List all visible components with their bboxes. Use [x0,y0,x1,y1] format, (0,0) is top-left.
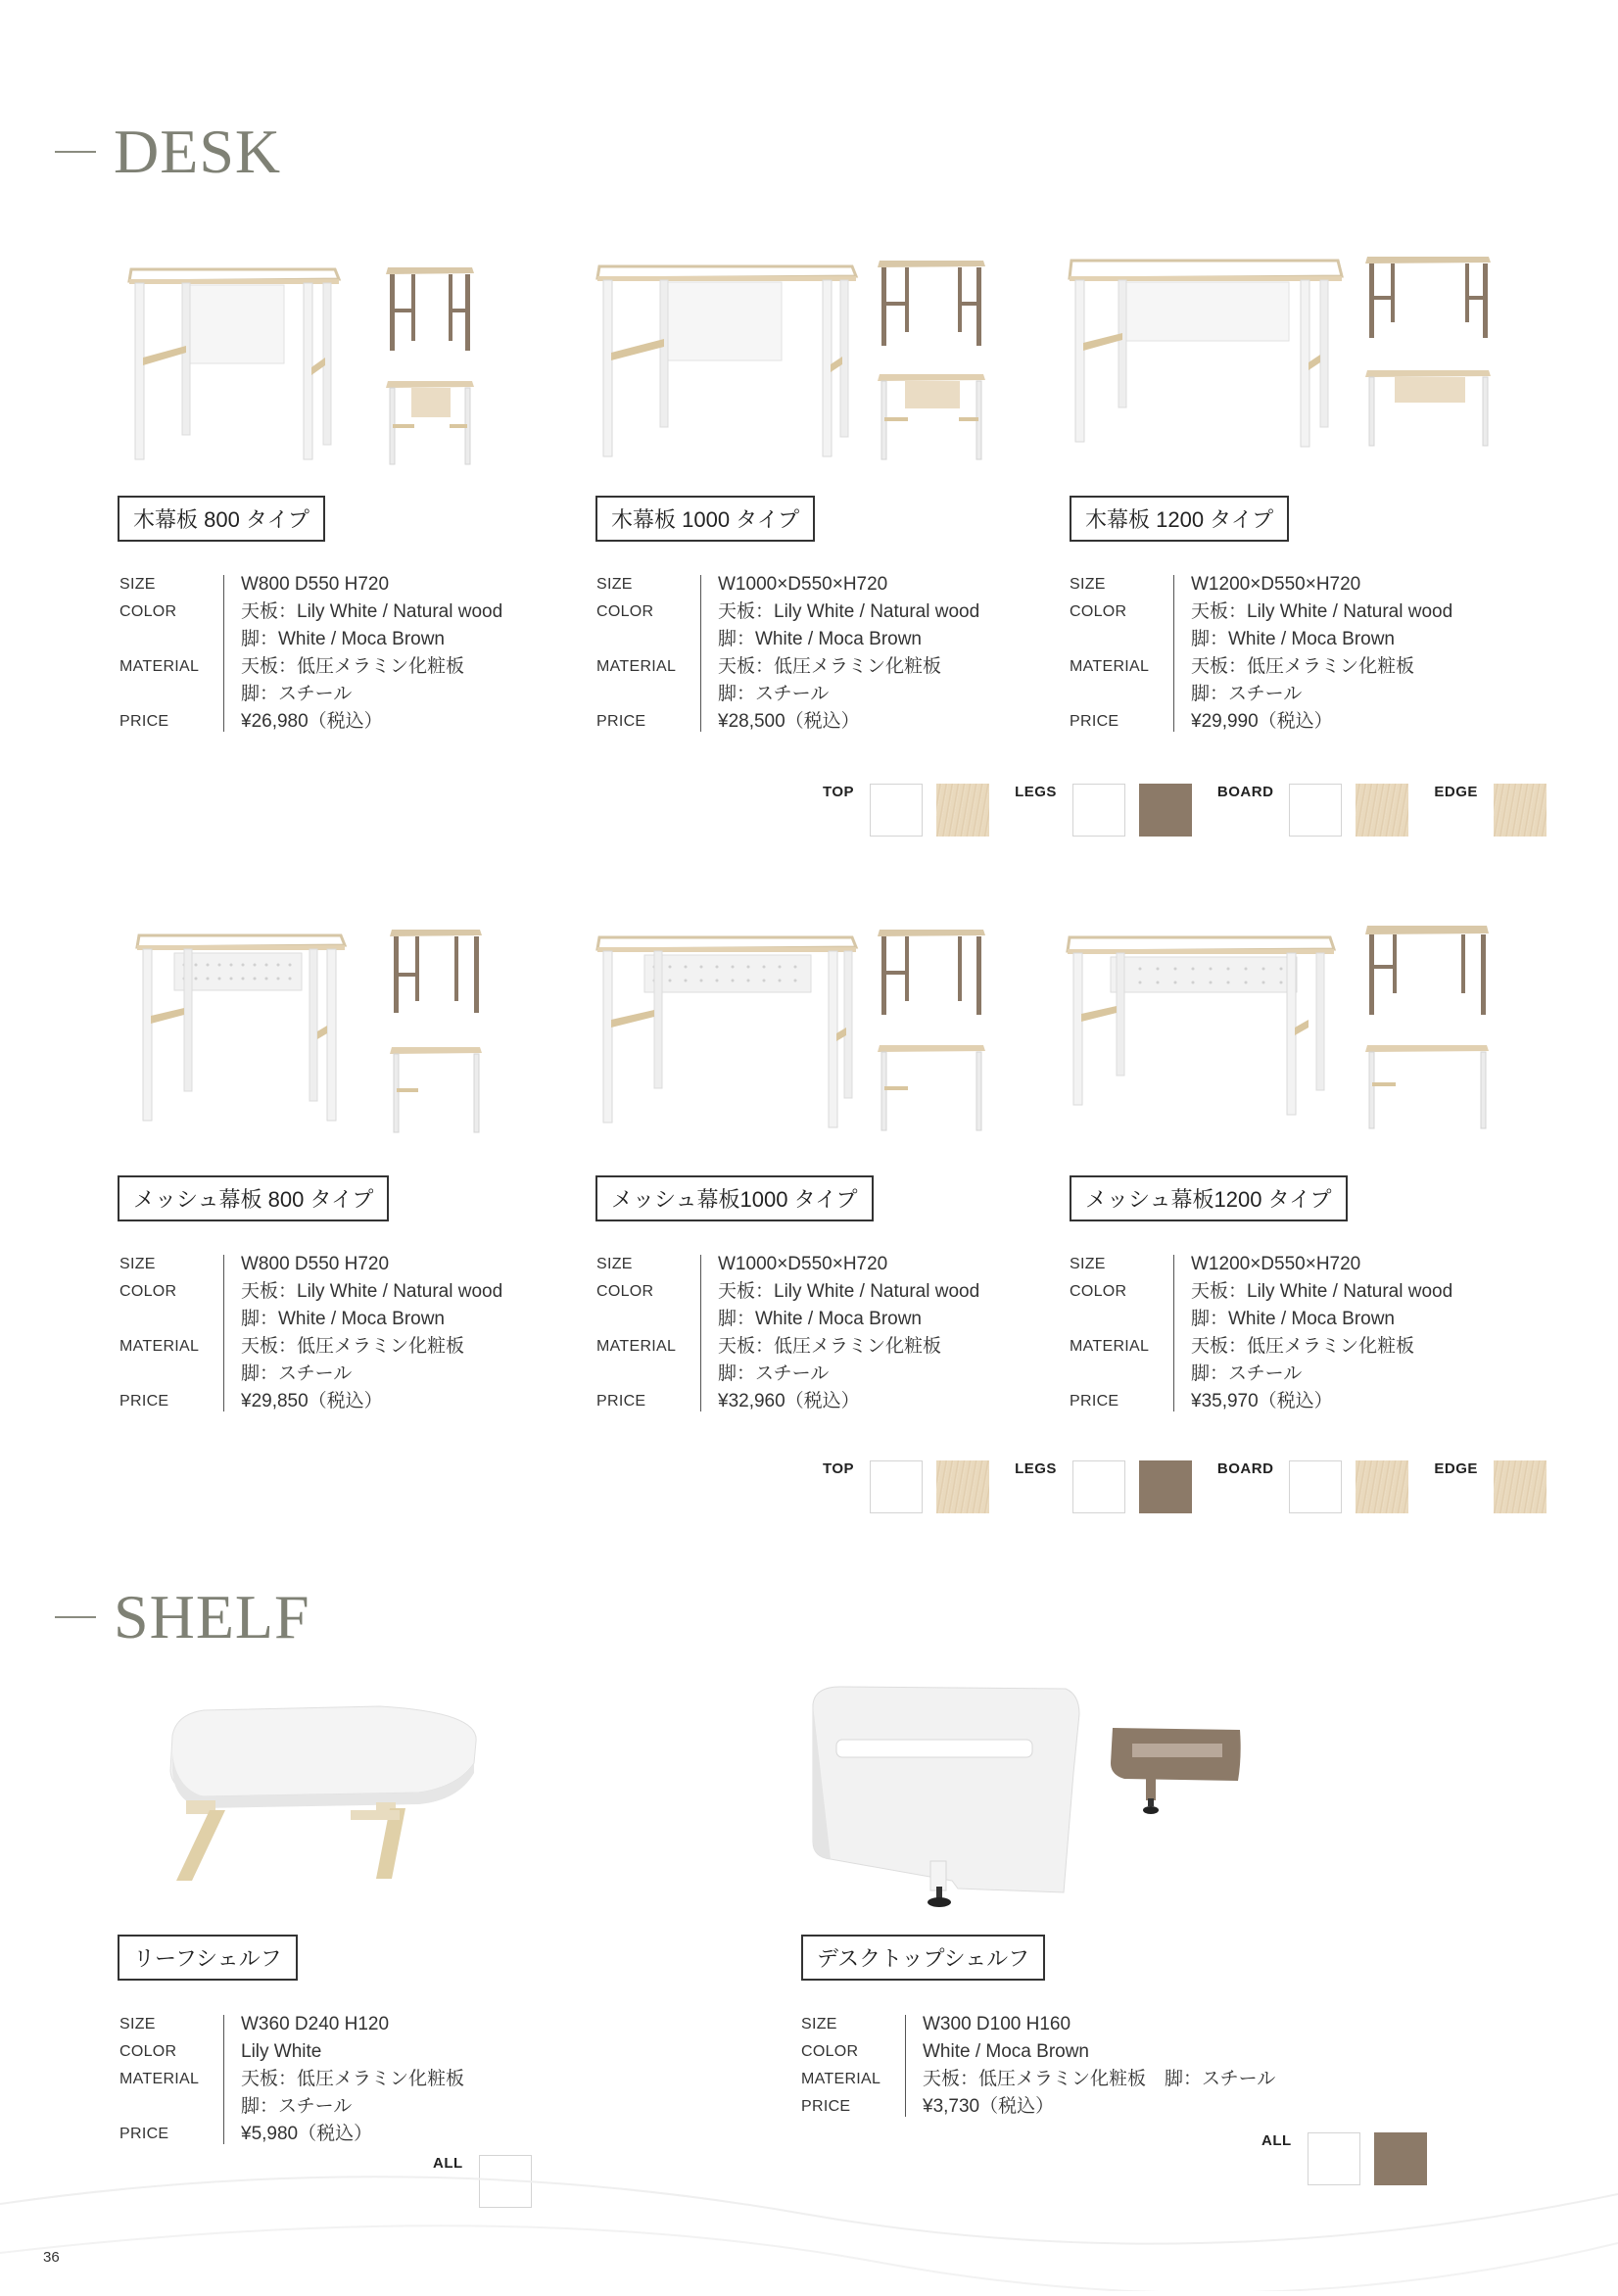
swatch-natural-wood [1494,1460,1547,1513]
swatch-natural-wood [936,1460,989,1513]
value-color-legs: 脚：White / Moca Brown [718,629,922,649]
label-color: COLOR [1070,1283,1127,1300]
spec-divider [905,2015,906,2117]
spec-block-desk-1200-wood [1070,571,1452,736]
spec-block-desk-1200-mesh [1070,1251,1452,1415]
swatch-moca-brown [1139,1460,1192,1513]
value-color-top: 天板：Lily White / Natural wood [241,1281,503,1302]
swatch-group-edge [1434,1460,1547,1513]
swatch-group-top [823,1460,989,1513]
value-price: ¥28,500（税込） [718,711,860,732]
swatch-lily-white [870,1460,923,1513]
spec-divider [700,1255,701,1411]
label-size: SIZE [596,1256,633,1272]
spec-divider [223,575,224,732]
value-size: W1000×D550×H720 [718,574,888,595]
value-color-legs: 脚：White / Moca Brown [718,1309,922,1329]
value-color-legs: 脚：White / Moca Brown [1191,629,1395,649]
swatch-group-board [1217,1460,1409,1513]
swatch-label-edge: EDGE [1434,1460,1478,1477]
label-price: PRICE [119,1393,169,1410]
swatch-label-legs: LEGS [1015,784,1057,800]
heading-dash [55,1616,96,1618]
swatch-moca-brown [1139,784,1192,837]
value-material-top: 天板：低圧メラミン化粧板 [1191,1336,1415,1357]
value-price: ¥29,990（税込） [1191,711,1333,732]
spec-block-desk-800-wood [119,571,502,736]
value-material-legs: 脚：スチール [241,2096,353,2117]
spec-divider [1173,575,1174,732]
label-price: PRICE [1070,1393,1119,1410]
swatch-label-legs: LEGS [1015,1460,1057,1477]
label-material: MATERIAL [1070,658,1150,675]
value-material-legs: 脚：スチール [1191,684,1303,704]
value-color-top: 天板：Lily White / Natural wood [1191,601,1453,622]
product-name-desk-1200-wood: 木幕板 1200 タイプ [1070,496,1289,542]
swatch-label-all: ALL [1261,2132,1292,2149]
label-color: COLOR [119,2043,177,2060]
desk-1000-wood-photo [595,255,1007,465]
label-price: PRICE [596,1393,646,1410]
swatch-white [1072,784,1125,837]
swatch-label-board: BOARD [1216,1460,1274,1477]
value-material-legs: 脚：スチール [241,1363,353,1384]
label-size: SIZE [1070,576,1106,593]
label-size: SIZE [1070,1256,1106,1272]
value-color: White / Moca Brown [923,2041,1089,2062]
label-color: COLOR [596,603,654,620]
value-size: W1000×D550×H720 [718,1254,888,1274]
label-size: SIZE [119,1256,156,1272]
value-material-top: 天板：低圧メラミン化粧板 [241,1336,465,1357]
label-price: PRICE [596,713,646,730]
value-material: 天板：低圧メラミン化粧板 脚：スチール [923,2069,1276,2089]
desk-heading-text: DESK [114,117,282,186]
label-material: MATERIAL [119,1338,200,1355]
label-color: COLOR [596,1283,654,1300]
swatch-white [1289,1460,1342,1513]
value-price: ¥5,980（税込） [241,2124,373,2144]
product-name-leaf-shelf: リーフシェルフ [118,1935,298,1981]
desk-800-mesh-photo [135,926,488,1136]
label-price: PRICE [119,713,169,730]
label-size: SIZE [801,2016,837,2033]
product-name-desk-1000-mesh: メッシュ幕板1000 タイプ [595,1175,874,1221]
value-color-legs: 脚：White / Moca Brown [241,629,445,649]
value-material-top: 天板：低圧メラミン化粧板 [241,656,465,677]
label-price: PRICE [801,2098,851,2115]
value-color-top: 天板：Lily White / Natural wood [718,1281,980,1302]
swatch-group-board [1217,784,1409,837]
spec-divider [700,575,701,732]
desk-1000-mesh-photo [595,926,1007,1136]
swatch-row-2 [823,1460,1547,1513]
swatch-group-legs [1015,1460,1192,1513]
value-size: W300 D100 H160 [923,2014,1071,2034]
value-color-top: 天板：Lily White / Natural wood [718,601,980,622]
swatch-row-1 [823,784,1547,837]
value-color-legs: 脚：White / Moca Brown [1191,1309,1395,1329]
value-size: W1200×D550×H720 [1191,574,1361,595]
desktop-shelf-photo [801,1685,1252,1910]
value-color: Lily White [241,2041,322,2062]
label-color: COLOR [1070,603,1127,620]
swatch-group-legs [1015,784,1192,837]
value-material-legs: 脚：スチール [718,684,830,704]
label-price: PRICE [119,2126,169,2142]
spec-block-leaf-shelf [119,2011,464,2148]
label-size: SIZE [119,2016,156,2033]
value-color-legs: 脚：White / Moca Brown [241,1309,445,1329]
swatch-label-top: TOP [823,784,855,800]
label-size: SIZE [596,576,633,593]
spec-divider [223,2015,224,2144]
swatch-natural-wood [1356,784,1408,837]
label-size: SIZE [119,576,156,593]
value-size: W360 D240 H120 [241,2014,390,2034]
swatch-label-edge: EDGE [1434,784,1478,800]
product-name-desktop-shelf: デスクトップシェルフ [801,1935,1045,1981]
spec-block-desktop-shelf [801,2011,1275,2121]
label-material: MATERIAL [801,2071,881,2087]
value-material-legs: 脚：スチール [241,684,353,704]
product-name-desk-800-mesh: メッシュ幕板 800 タイプ [118,1175,389,1221]
value-size: W800 D550 H720 [241,1254,390,1274]
value-price: ¥32,960（税込） [718,1391,860,1411]
swatch-natural-wood [1494,784,1547,837]
page-number: 36 [43,2249,60,2266]
desk-800-wood-photo [127,260,500,475]
label-color: COLOR [801,2043,859,2060]
label-price: PRICE [1070,713,1119,730]
spec-divider [223,1255,224,1411]
swatch-natural-wood [1356,1460,1408,1513]
value-color-top: 天板：Lily White / Natural wood [1191,1281,1453,1302]
value-color-top: 天板：Lily White / Natural wood [241,601,503,622]
swatch-lily-white [870,784,923,837]
swatch-label-top: TOP [823,1460,855,1477]
swatch-group-top [823,784,989,837]
value-material-top: 天板：低圧メラミン化粧板 [718,1336,942,1357]
desk-1200-wood-photo [1068,253,1499,458]
product-name-desk-800-wood: 木幕板 800 タイプ [118,496,325,542]
value-price: ¥3,730（税込） [923,2096,1055,2117]
swatch-label-board: BOARD [1216,784,1274,800]
spec-block-desk-800-mesh [119,1251,502,1415]
decorative-curves [0,2135,1618,2296]
label-material: MATERIAL [1070,1338,1150,1355]
product-name-desk-1000-wood: 木幕板 1000 タイプ [595,496,815,542]
value-size: W1200×D550×H720 [1191,1254,1361,1274]
spec-block-desk-1000-mesh [596,1251,979,1415]
label-material: MATERIAL [596,658,677,675]
heading-dash [55,151,96,153]
value-size: W800 D550 H720 [241,574,390,595]
value-material-legs: 脚：スチール [718,1363,830,1384]
label-color: COLOR [119,603,177,620]
value-material-top: 天板：低圧メラミン化粧板 [1191,656,1415,677]
shelf-heading [55,1581,310,1653]
value-price: ¥29,850（税込） [241,1391,383,1411]
value-material-top: 天板：低圧メラミン化粧板 [718,656,942,677]
swatch-group-edge [1434,784,1547,837]
spec-divider [1173,1255,1174,1411]
swatch-white [1072,1460,1125,1513]
shelf-heading-text: SHELF [114,1582,310,1651]
swatch-natural-wood [936,784,989,837]
desk-1200-mesh-photo [1066,926,1497,1136]
label-material: MATERIAL [119,2071,200,2087]
value-price: ¥35,970（税込） [1191,1391,1333,1411]
swatch-label-all: ALL [433,2155,463,2172]
label-material: MATERIAL [119,658,200,675]
swatch-white [1289,784,1342,837]
value-material: 天板：低圧メラミン化粧板 [241,2069,465,2089]
label-material: MATERIAL [596,1338,677,1355]
value-price: ¥26,980（税込） [241,711,383,732]
desk-heading [55,116,281,188]
label-color: COLOR [119,1283,177,1300]
leaf-shelf-photo [165,1702,488,1889]
value-material-legs: 脚：スチール [1191,1363,1303,1384]
product-name-desk-1200-mesh: メッシュ幕板1200 タイプ [1070,1175,1348,1221]
spec-block-desk-1000-wood [596,571,979,736]
